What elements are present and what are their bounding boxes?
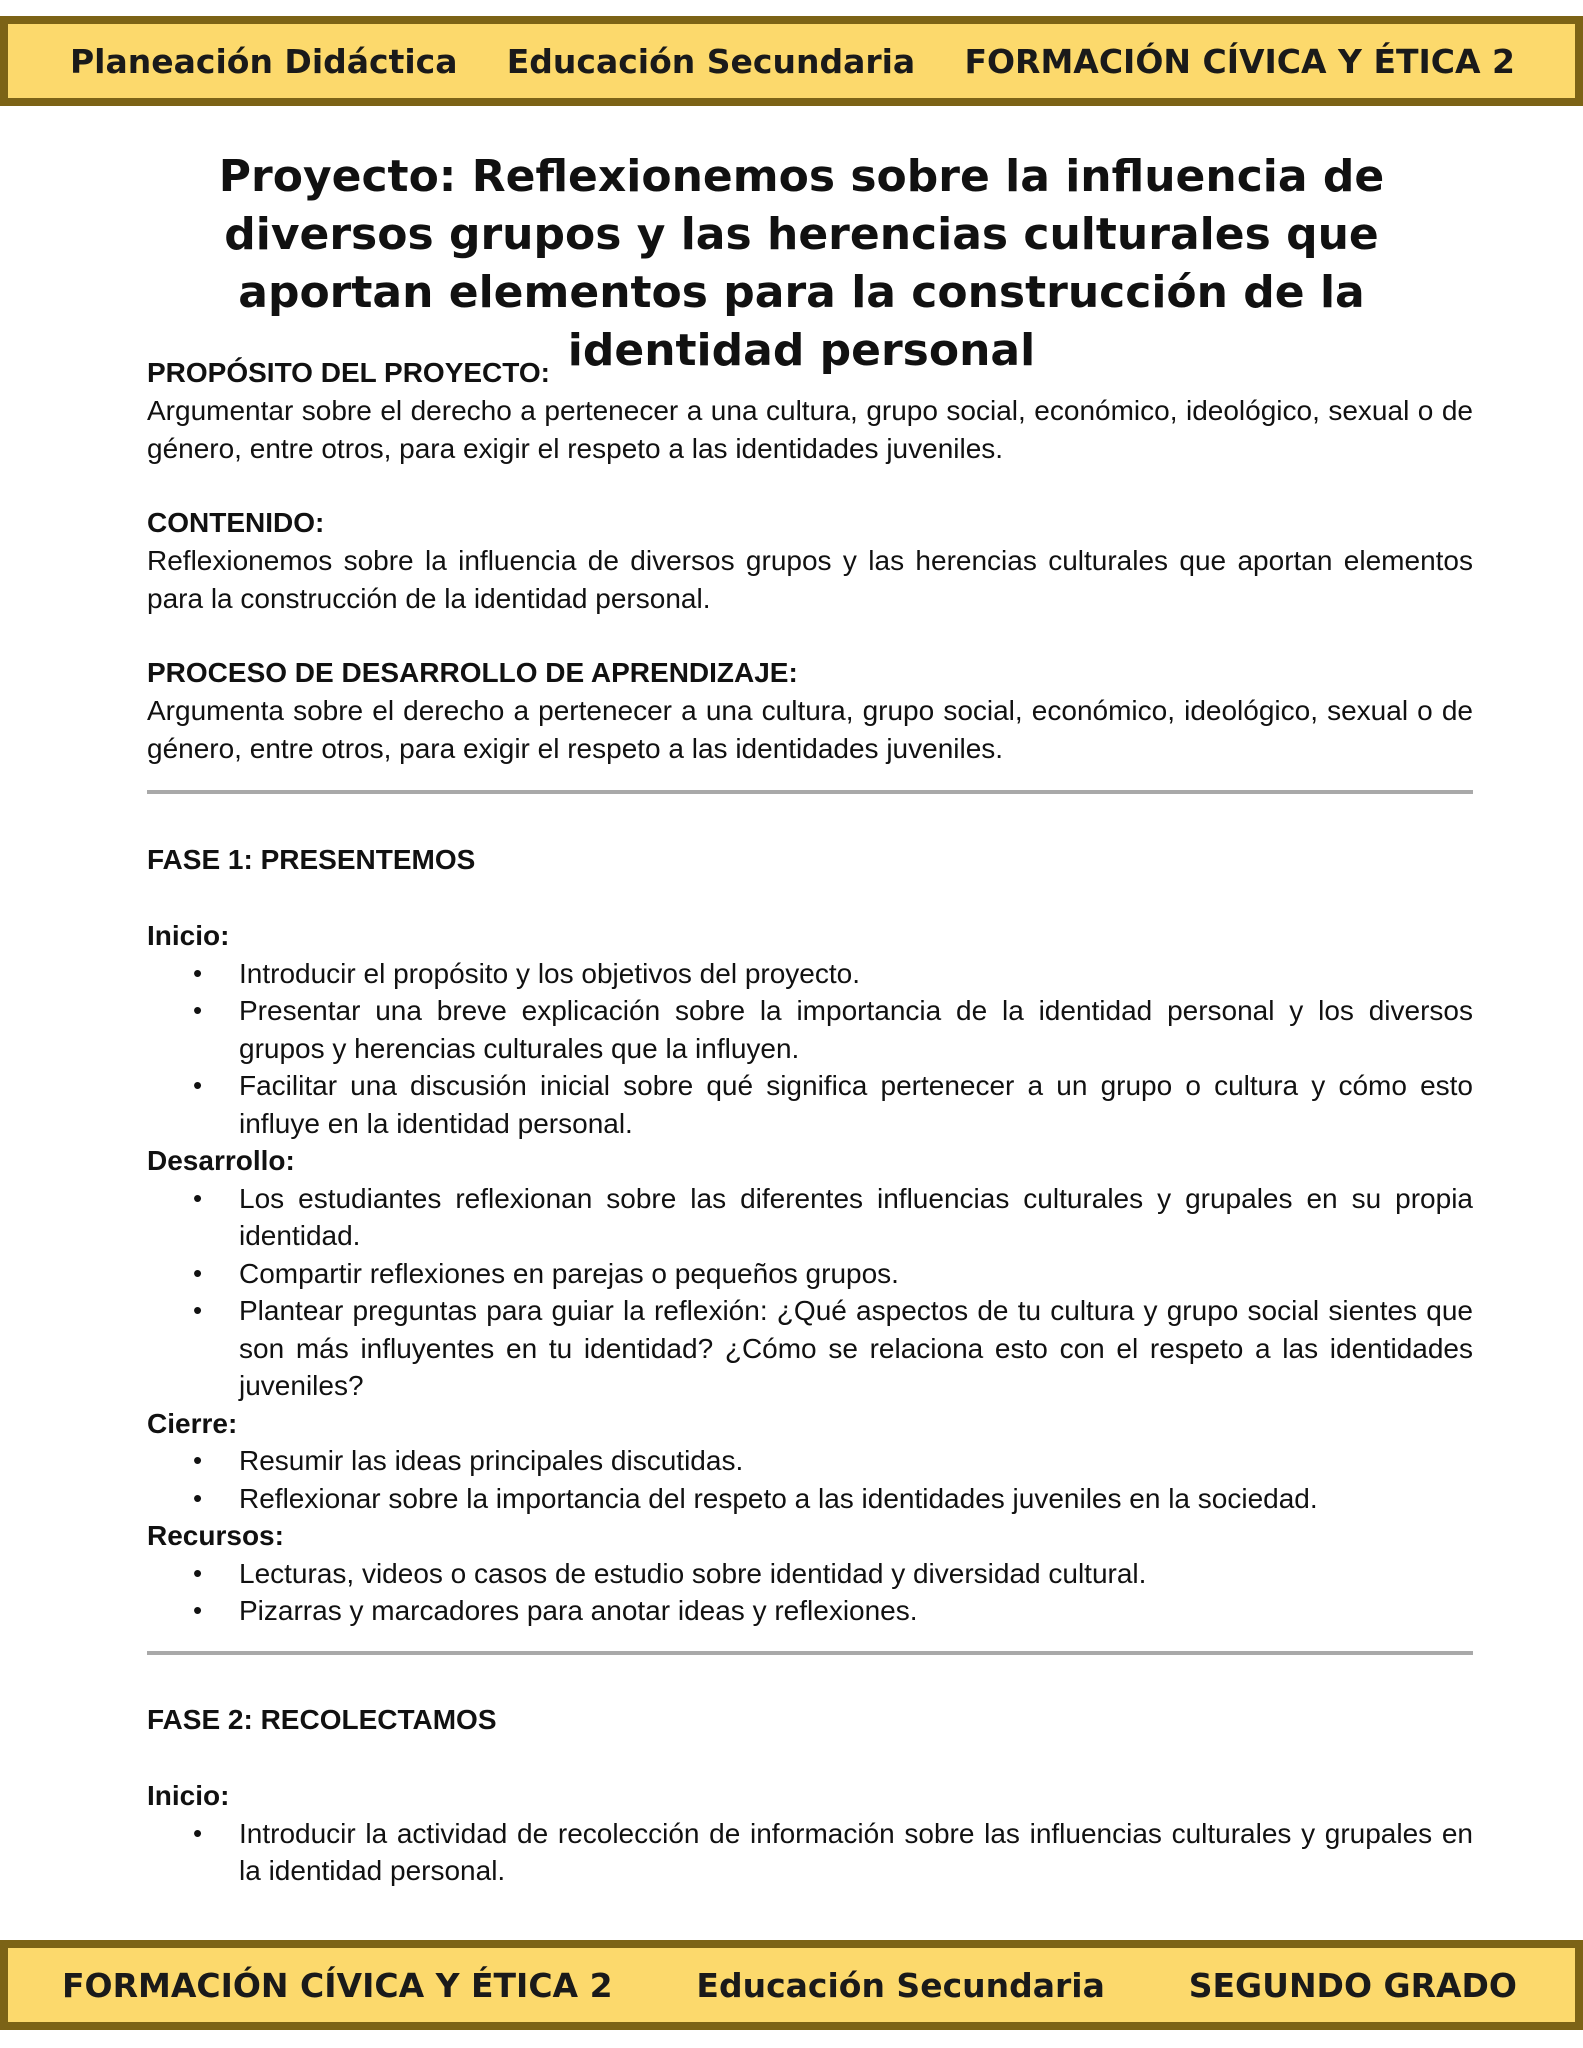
contenido-text: Reflexionemos sobre la influencia de diversos grupos y las herencias culturales que aportan elementos para la construcción de la identidad personal.	[147, 545, 1473, 614]
page-footer-band	[0, 1940, 1583, 2030]
list-item: • Presentar una breve explicación sobre la importancia de la identidad personal y los diversos grupos y herencias culturales que la influyen.	[147, 992, 1473, 1067]
fase2-body	[147, 1777, 1473, 1890]
footer-right-text: SEGUNDO GRADO	[1188, 1965, 1517, 2005]
fase1-desarrollo-label: Desarrollo:	[147, 1145, 295, 1176]
list-item: • Pizarras y marcadores para anotar ideas y reflexiones.	[147, 1592, 1473, 1630]
header-center-text: Educación Secundaria	[506, 41, 916, 81]
header-left-text: Planeación Didáctica	[70, 41, 458, 81]
fase1-cierre-label: Cierre:	[147, 1407, 238, 1439]
section-divider	[147, 790, 1473, 794]
fase1-desarrollo-list	[147, 1180, 1473, 1405]
header-right-text: FORMACIÓN CÍVICA Y ÉTICA 2	[964, 41, 1515, 81]
page-header-band	[0, 16, 1583, 106]
fase1-inicio-label: Inicio:	[147, 920, 230, 951]
fase2-inicio-label: Inicio:	[147, 1780, 230, 1811]
list-item: • Compartir reflexiones en parejas o pequeños grupos.	[147, 1255, 1473, 1293]
list-item: • Resumir las ideas principales discutidas.	[147, 1442, 1473, 1480]
contenido-section	[147, 504, 1473, 618]
fase1-title: FASE 1: PRESENTEMOS	[147, 844, 476, 875]
section-divider	[147, 1651, 1473, 1655]
list-item: • Plantear preguntas para guiar la reflexión: ¿Qué aspectos de tu cultura y grupo social sientes que son más influyentes en tu identidad? ¿Cómo se relaciona esto con el respeto a las identidades juveniles?	[147, 1292, 1473, 1405]
footer-center-text: Educación Secundaria	[696, 1965, 1105, 2005]
list-item: • Reflexionar sobre la importancia del respeto a las identidades juveniles en la sociedad.	[147, 1480, 1473, 1518]
pda-section	[147, 654, 1473, 768]
fase2-inicio-list	[147, 1815, 1473, 1890]
fase1-recursos-list	[147, 1555, 1473, 1630]
fase2-title: FASE 2: RECOLECTAMOS	[147, 1704, 497, 1735]
fase1-cierre-list	[147, 1442, 1473, 1517]
fase1-body	[147, 917, 1473, 1630]
contenido-label: CONTENIDO:	[147, 507, 325, 538]
proposito-text: Argumentar sobre el derecho a pertenecer a una cultura, grupo social, económico, ideológico, sexual o de género, entre otros, para exigir el respeto a las identidades juveniles.	[147, 395, 1473, 464]
footer-left-text: FORMACIÓN CÍVICA Y ÉTICA 2	[62, 1965, 613, 2005]
list-item: • Introducir la actividad de recolección de información sobre las influencias culturales y grupales en la identidad personal.	[147, 1815, 1473, 1890]
list-item: • Facilitar una discusión inicial sobre qué significa pertenecer a un grupo o cultura y cómo esto influye en la identidad personal.	[147, 1067, 1473, 1142]
pda-text: Argumenta sobre el derecho a pertenecer a una cultura, grupo social, económico, ideológico, sexual o de género, entre otros, para exigir el respeto a las identidades juveniles.	[147, 695, 1473, 764]
proposito-section	[147, 354, 1473, 468]
pda-label: PROCESO DE DESARROLLO DE APRENDIZAJE:	[147, 657, 798, 688]
project-title: Proyecto: Reflexionemos sobre la influencia de diversos grupos y las herencias culturales que aportan elementos para la construcción de la identidad personal	[218, 151, 1385, 376]
fase1-recursos-label: Recursos:	[147, 1520, 284, 1551]
proposito-label: PROPÓSITO DEL PROYECTO:	[147, 357, 550, 388]
fase1-inicio-list	[147, 955, 1473, 1143]
list-item: • Los estudiantes reflexionan sobre las diferentes influencias culturales y grupales en su propia identidad.	[147, 1180, 1473, 1255]
list-item: • Lecturas, videos o casos de estudio sobre identidad y diversidad cultural.	[147, 1555, 1473, 1593]
list-item: • Introducir el propósito y los objetivos del proyecto.	[147, 955, 1473, 993]
